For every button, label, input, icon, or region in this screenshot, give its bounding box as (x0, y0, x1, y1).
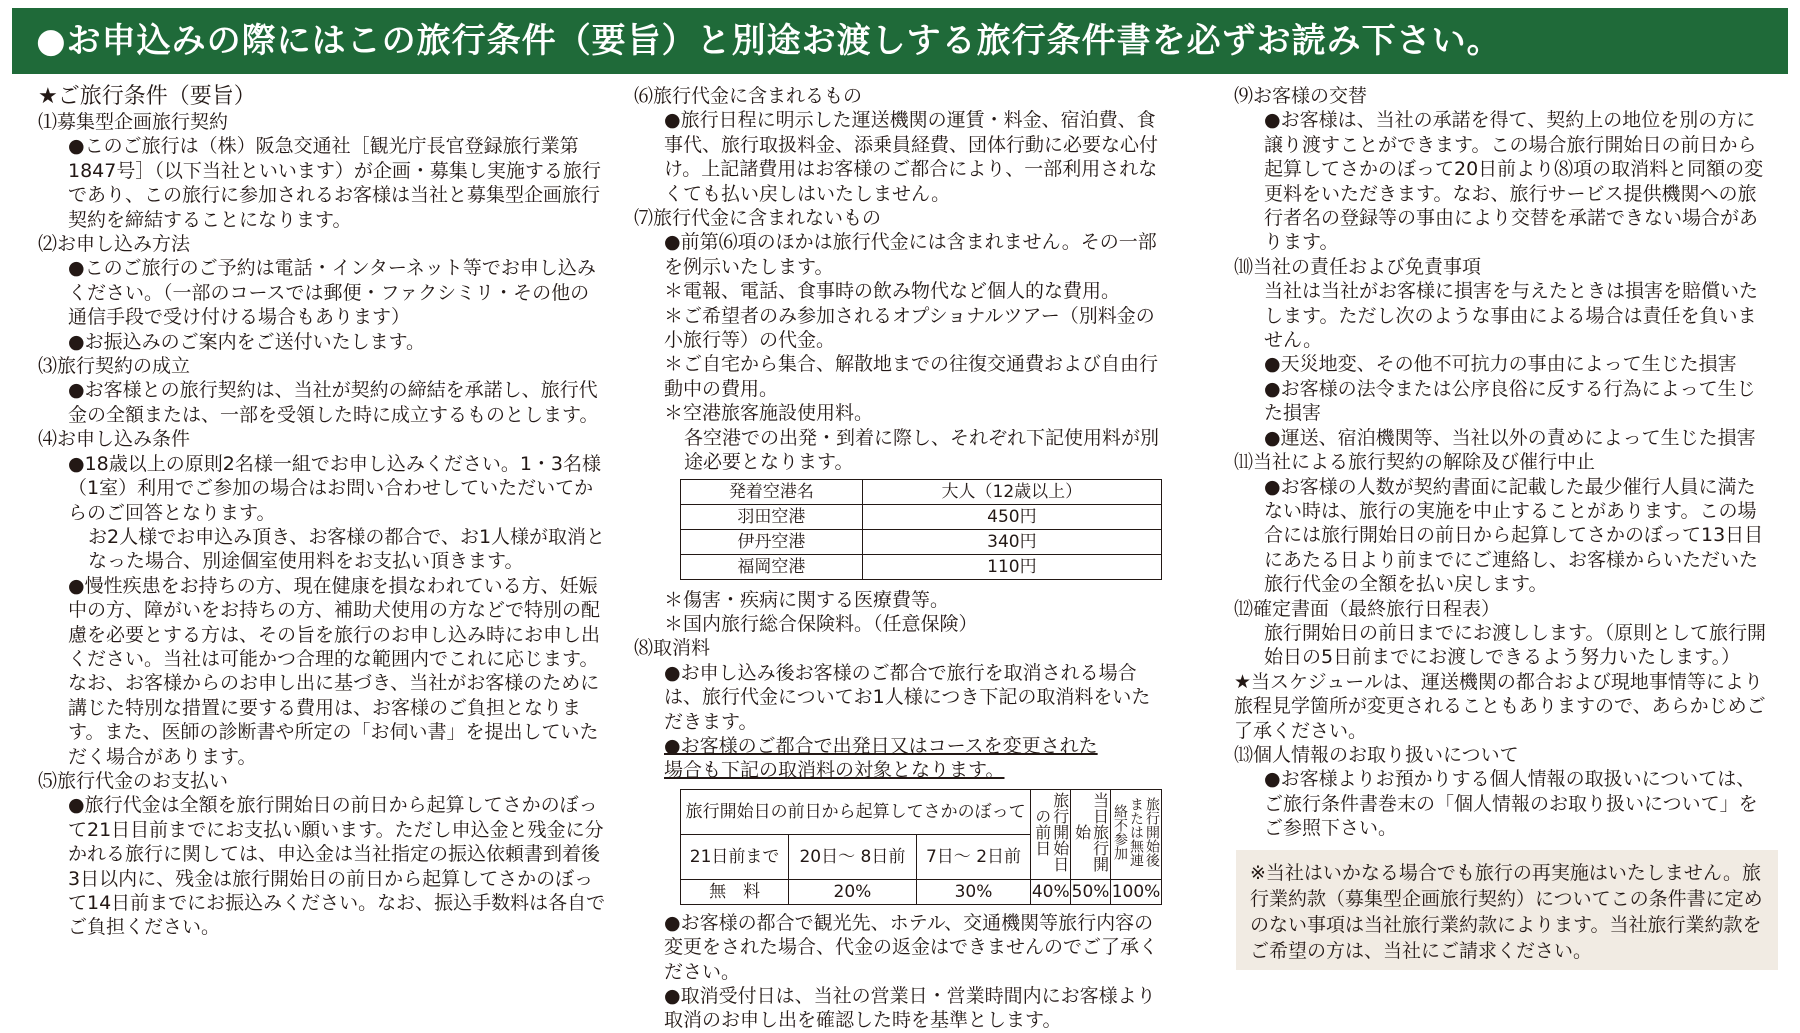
section-7-title: ⑺旅行代金に含まれないもの (634, 207, 882, 230)
cancellation-fee-table (680, 789, 1162, 905)
section-9-title: ⑼お客様の交替 (1234, 85, 1368, 107)
table-row (681, 504, 1162, 529)
section-10-title: ⑽当社の責任および免責事項 (1234, 255, 1482, 278)
section-8-text-3: ●お客様の都合で観光先、ホテル、交通機関等旅行内容の変更をされた場合、代金の返金はできませんのでご了承ください。 (664, 911, 1159, 983)
section-4-title: ⑷お申し込み条件 (38, 428, 191, 451)
section-7-item-5: ＊傷害・疾病に関する医療費等。 (664, 588, 950, 611)
section-5-title: ⑸旅行代金のお支払い (38, 769, 229, 792)
section-10-item-3: ●運送、宿泊機関等、当社以外の責めによって生じた損害 (1264, 426, 1756, 449)
section-7-text: ●前第⑹項のほかは旅行代金には含まれません。その一部を例示いたします。 (664, 231, 1157, 278)
section-6-title: ⑹旅行代金に含まれるもの (634, 85, 863, 107)
section-11-title: ⑾当社による旅行契約の解除及び催行中止 (1234, 451, 1596, 474)
cancel-value-col4: 40% (1031, 879, 1071, 904)
section-2-text-1: ●このご旅行のご予約は電話・インターネット等でお申し込みください。（一部のコースでは郵便・ファクシミリ・その他の通信手段で受け付ける場合もあります） (68, 257, 596, 329)
section-1-title: ⑴募集型企画旅行契約 (38, 111, 229, 133)
section-3-text: ●お客様との旅行契約は、当社が契約の締結を承諾し、旅行代金の全額または、一部を受領した時に成立するものとします。 (68, 379, 599, 426)
table-row (681, 554, 1162, 579)
section-5-text: ●旅行代金は全額を旅行開始日の前日から起算してさかのぼって21日目前までにお支払い願います。ただし申込金と残金に分かれる旅行に関しては、申込金は当社指定の振込依頼書到着後3日以内に、残金は旅行開始日の前日から起算してさかのぼって14日前までにお振込みください。なお、振込手数料は各自でご負担ください。 (68, 794, 606, 939)
section-12-text: 旅行開始日の前日までにお渡しします。（原則として旅行開始日の5日前までにお渡しできるよう努力いたします。） (1264, 621, 1766, 669)
section-10-item-2: ●お客様の法令または公序良俗に反する行為によって生じた損害 (1264, 377, 1756, 425)
section-2-title: ⑵お申し込み方法 (38, 233, 191, 256)
cancel-header-col5: 当日旅行開始 (1071, 789, 1111, 879)
airport-name: 福岡空港 (681, 554, 863, 579)
section-13-title: ⒀個人情報のお取り扱いについて (1234, 743, 1519, 766)
section-11-text: ●お客様の人数が契約書面に記載した最少催行人員に満たない時は、旅行の実施を中止することがあります。この場合には旅行開始日の前日から起算してさかのぼって13日目にあたる日より前までにご連絡し、お客様からいただいた旅行代金の全額を払い戻します。 (1264, 475, 1764, 596)
section-10-intro: 当社は当社がお客様に損害を与えたときは損害を賠償いたします。ただし次のような事由による場合は責任を負いません。 (1264, 280, 1759, 352)
section-8-text-2a: ●お客様のご都合で出発日又はコースを変更された (664, 734, 1098, 757)
section-6-text: ●旅行日程に明示した運送機関の運賃・料金、宿泊費、食事代、旅行取扱料金、添乗員経費、団体行動に必要な心付け。上記諸費用はお客様のご都合により、一部利用されなくても払い戻しはいたしません。 (664, 109, 1159, 205)
table-row (681, 529, 1162, 554)
section-4-text-1: ●18歳以上の原則2名様一組でお申し込みください。1・3名様（1室）利用でご参加の場合はお問い合わせしていただいてからのご回答となります。 (68, 452, 602, 524)
section-9-text: ●お客様は、当社の承諾を得て、契約上の地位を別の方に譲り渡すことができます。この場合旅行開始日の前日から起算してさかのぼって20日前より⑻項の取消料と同額の変更料をいただきます。なお、旅行サービス提供機関への旅行者名の登録等の事由により交替を承諾できない場合があります。 (1264, 109, 1764, 254)
section-12-title: ⑿確定書面（最終旅行日程表） (1234, 597, 1501, 620)
section-7-item-1: ＊電報、電話、食事時の飲み物代など個人的な費用。 (664, 280, 1121, 303)
airport-table-header: 発着空港名 (681, 479, 863, 504)
cancel-group-header: 旅行開始日の前日から起算してさかのぼって (681, 789, 1031, 834)
section-8-text-2b: 場合も下記の取消料の対象となります。 (664, 759, 1005, 782)
table-row (681, 879, 1162, 904)
airport-fee-table (680, 479, 1162, 580)
airport-fee: 340円 (862, 529, 1161, 554)
conditions-heading: ★ご旅行条件（要旨） (38, 84, 256, 109)
schedule-note: ★当スケジュールは、運送機関の都合および現地事情等により旅程見学箇所が変更されることもありますので、あらかじめご了承ください。 (1234, 670, 1766, 742)
column-1 (38, 84, 608, 940)
terms-note-box: ※当社はいかなる場合でも旅行の再実施はいたしません。旅行業約款（募集型企画旅行契約）についてこの条件書に定めのない事項は当社旅行業約款によります。当社旅行業約款をご希望の方は、当社にご請求ください。 (1236, 850, 1778, 970)
airport-fee: 110円 (862, 554, 1161, 579)
cancel-value-col3: 30% (916, 879, 1031, 904)
section-7-item-4: ＊空港旅客施設使用料。 (664, 402, 874, 425)
section-1-text: ●このご旅行は（株）阪急交通社［観光庁長官登録旅行業第1847号］（以下当社といいます）が企画・募集し実施する旅行であり、この旅行に参加されるお客様は当社と募集型企画旅行契約を締結することになります。 (68, 135, 601, 231)
airport-table-header: 大人（12歳以上） (862, 479, 1161, 504)
cancel-value-col1: 無 料 (681, 879, 789, 904)
cancel-header-col4: 旅行開始日の前日 (1031, 789, 1071, 879)
cancel-header-col6: 旅行開始後または無連絡不参加 (1111, 789, 1162, 879)
section-13-text: ●お客様よりお預かりする個人情報の取扱いについては、ご旅行条件書巻末の「個人情報のお取り扱いについて」をご参照下さい。 (1264, 768, 1758, 840)
cancel-value-col2: 20% (789, 879, 917, 904)
section-4-text-1b: お2人様でお申込み頂き、お客様の都合で、お1人様が取消となった場合、別途個室使用料をお支払い頂きます。 (88, 525, 606, 573)
column-3 (1234, 84, 1774, 841)
cancel-header-col2: 20日～ 8日前 (789, 834, 917, 879)
cancel-value-col6: 100% (1111, 879, 1162, 904)
airport-name: 伊丹空港 (681, 529, 863, 554)
section-7-item-4-detail: 各空港での出発・到着に際し、それぞれ下記使用料が別途必要となります。 (684, 426, 1160, 474)
section-7-item-3: ＊ご自宅から集合、解散地までの往復交通費および自由行動中の費用。 (664, 353, 1159, 400)
section-7-item-6: ＊国内旅行総合保険料。（任意保険） (664, 612, 978, 635)
section-3-title: ⑶旅行契約の成立 (38, 355, 191, 378)
cancel-header-col1: 21日前まで (681, 834, 789, 879)
section-8-title: ⑻取消料 (634, 637, 711, 660)
section-7-item-2: ＊ご希望者のみ参加されるオプショナルツアー（別料金の小旅行等）の代金。 (664, 304, 1155, 352)
cancel-value-col5: 50% (1071, 879, 1111, 904)
section-8-text-2 (664, 734, 1164, 783)
column-2 (634, 84, 1164, 1033)
cancel-header-col3: 7日～ 2日前 (916, 834, 1031, 879)
page-banner: ●お申込みの際にはこの旅行条件（要旨）と別途お渡しする旅行条件書を必ずお読み下さい。 (12, 8, 1788, 74)
airport-name: 羽田空港 (681, 504, 863, 529)
section-4-text-2: ●慢性疾患をお持ちの方、現在健康を損なわれている方、妊娠中の方、障がいをお持ちの方、補助犬使用の方などで特別の配慮を必要とする方は、その旨を旅行のお申し込み時にお申し出ください。当社は可能かつ合理的な範囲内でこれに応じます。なお、お客様からのお申し出に基づき、当社がお客様のために講じた特別な措置に要する費用は、お客様のご負担となります。また、医師の診断書や所定の「お伺い書」を提出していただく場合があります。 (68, 574, 601, 768)
airport-fee: 450円 (862, 504, 1161, 529)
section-2-text-2: ●お振込みのご案内をご送付いたします。 (68, 330, 426, 353)
section-10-item-1: ●天災地変、その他不可抗力の事由によって生じた損害 (1264, 353, 1737, 376)
section-8-text-4: ●取消受付日は、当社の営業日・営業時間内にお客様より取消のお申し出を確認した時を基準とします。 (664, 984, 1156, 1032)
section-8-text-1: ●お申し込み後お客様のご都合で旅行を取消される場合は、旅行代金についてお1人様につき下記の取消料をいただきます。 (664, 661, 1151, 733)
